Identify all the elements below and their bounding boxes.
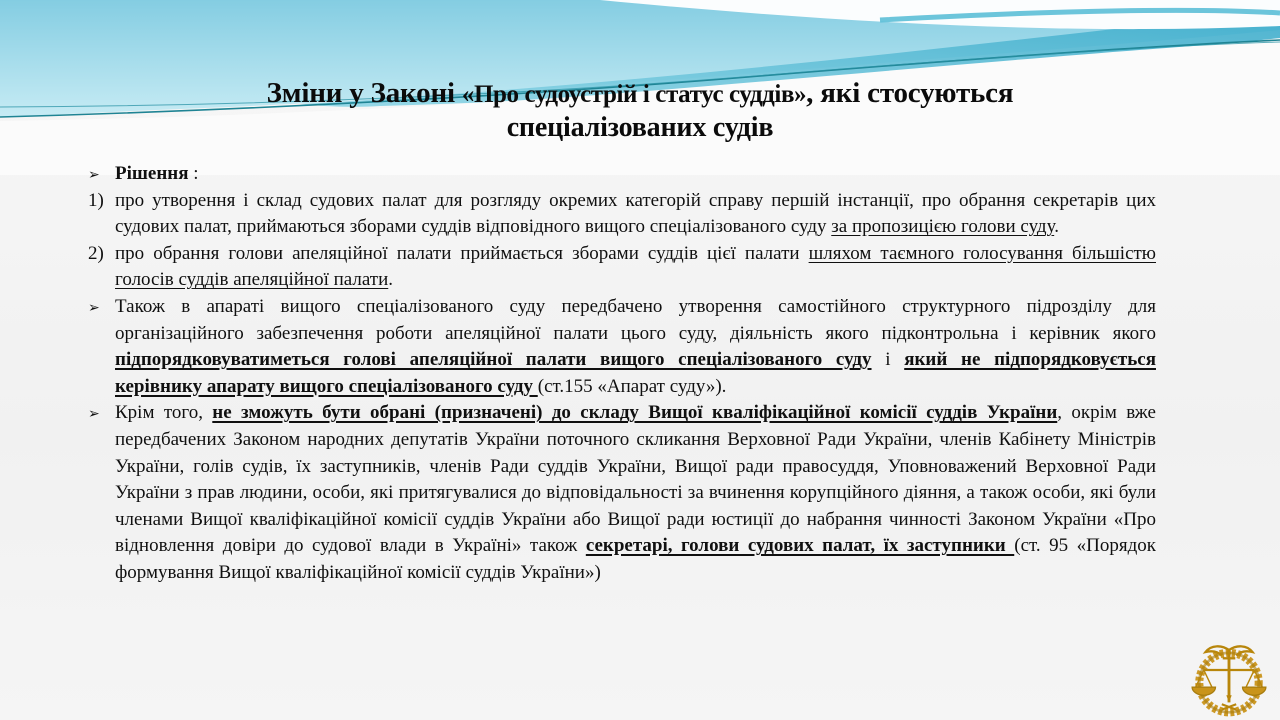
arrow-bullet-icon: ➢ [88, 167, 100, 183]
list-item [88, 294, 1156, 400]
list-item [88, 161, 1156, 188]
list-item [88, 241, 1156, 294]
title-part1: Зміни у Законі [266, 77, 462, 109]
page-title [60, 76, 1220, 146]
title-line2: спеціалізованих судів [506, 112, 774, 144]
number-marker: 1) [88, 189, 104, 211]
list-item [88, 400, 1156, 586]
list-item-text: про утворення і склад судових палат для розгляду окремих категорій справу першій інстанції, про обрання секретарів цих судових палат, приймаються зборами суддів відповідного вищого спеціалізованого суду за пропозицією голови суду. [115, 189, 1156, 238]
list-item-text: Рішення : [115, 163, 199, 184]
list-item-text: про обрання голови апеляційної палати приймається зборами суддів цієї палати шляхом таємного голосування більшістю голосів суддів апеляційної палати. [115, 242, 1156, 291]
list-item [88, 188, 1156, 241]
list-item-text: Крім того, не зможуть бути обрані (призначені) до складу Вищої кваліфікаційної комісії суддів України, окрім вже передбачених Законом народних депутатів України поточного скликання Верховної Ради України, членів Кабінету Міністрів України, голів судів, їх заступників, членів Ради суддів України, Вищої ради правосуддя, Уповноважений Верховної Ради України з прав людини, особи, які притягувалися до відповідальності за вчинення корупційного діяння, а також особи, які були членами Вищої кваліфікаційної комісії суддів України або Вищої ради юстиції до набрання чинності Законом України «Про відновлення довіри до судової влади в Україні» також секретарі, голови судових палат, їх заступники (ст. 95 «Порядок формування Вищої кваліфікаційної комісії суддів України») [115, 402, 1156, 583]
scales-of-justice-emblem-icon [1184, 641, 1274, 717]
arrow-bullet-icon: ➢ [88, 299, 100, 316]
title-law-name: «Про судоустрій і статус суддів» [461, 81, 807, 108]
list-item-text: Також в апараті вищого спеціалізованого суду передбачено утворення самостійного структурного підрозділу для організаційного забезпечення роботи апеляційної палати цього суду, діяльність якого підконтрольна і керівник якого підпорядковуватиметься голові апеляційної палати вищого спеціалізованого суду і який не підпорядковується керівнику апарату вищого спеціалізованого суду (ст.155 «Апарат суду»). [115, 295, 1156, 397]
title-part3: , які стосуються [806, 77, 1014, 109]
content-list [88, 161, 1156, 587]
number-marker: 2) [88, 242, 104, 264]
arrow-bullet-icon: ➢ [88, 406, 100, 423]
